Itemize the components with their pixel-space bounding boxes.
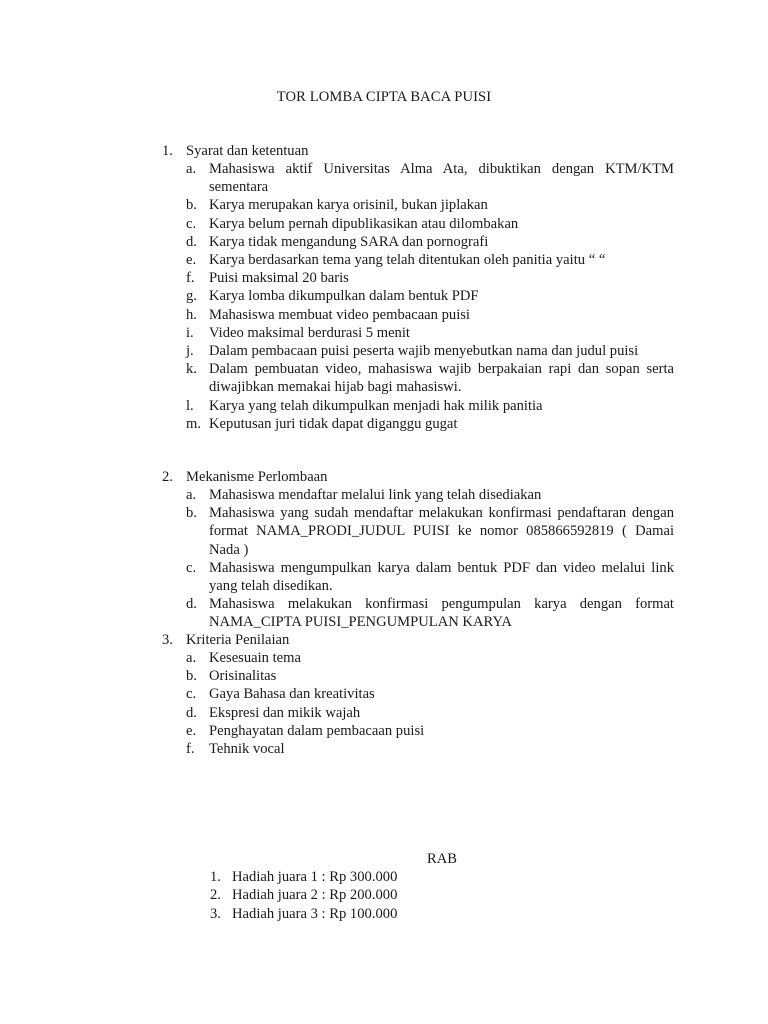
- item-text: Puisi maksimal 20 baris: [209, 270, 349, 287]
- list-item: [162, 251, 674, 269]
- list-item: [162, 504, 674, 559]
- item-marker: i.: [186, 324, 194, 341]
- item-text: Hadiah juara 3 : Rp 100.000: [232, 905, 398, 922]
- list-item: [162, 287, 674, 305]
- list-item: [162, 269, 674, 287]
- item-marker: c.: [186, 686, 197, 703]
- list-item: [162, 215, 674, 233]
- item-marker: b.: [186, 197, 197, 214]
- item-marker: d.: [186, 704, 197, 721]
- item-marker: c.: [186, 215, 197, 232]
- list-item: [162, 196, 674, 214]
- document-title: TOR LOMBA CIPTA BACA PUISI: [276, 89, 492, 105]
- item-text: Ekspresi dan mikik wajah: [209, 704, 361, 721]
- item-marker: a.: [186, 650, 197, 666]
- item-text: Karya tidak mengandung SARA dan pornografi: [209, 233, 489, 250]
- item-marker: m.: [186, 415, 201, 432]
- section-mekanisme-perlombaan: [162, 468, 674, 632]
- item-marker: d.: [186, 596, 197, 613]
- item-text: Karya lomba dikumpulkan dalam bentuk PDF: [209, 288, 479, 305]
- item-text: Karya yang telah dikumpulkan menjadi hak milik panitia: [209, 397, 543, 414]
- item-marker: 1.: [210, 869, 221, 885]
- item-text: Mahasiswa mengumpulkan karya dalam bentuk PDF dan video melalui link yang telah disedikan.: [209, 559, 674, 595]
- section-number: 1.: [162, 143, 173, 159]
- item-marker: j.: [186, 343, 194, 360]
- item-text: Mahasiswa membuat video pembacaan puisi: [209, 306, 470, 323]
- item-text: Karya berdasarkan tema yang telah ditentukan oleh panitia yaitu “ “: [209, 252, 606, 269]
- item-text: Gaya Bahasa dan kreativitas: [209, 686, 375, 703]
- list-item: [162, 324, 674, 342]
- item-marker: b.: [186, 505, 197, 522]
- item-marker: 3.: [210, 905, 221, 922]
- list-item: [162, 397, 674, 415]
- item-marker: e.: [186, 252, 197, 269]
- item-marker: d.: [186, 233, 197, 250]
- section-heading: [162, 468, 674, 486]
- rab-item: [210, 868, 510, 886]
- item-text: Karya belum pernah dipublikasikan atau dilombakan: [209, 215, 519, 232]
- item-marker: b.: [186, 668, 197, 685]
- item-text: Mahasiswa melakukan konfirmasi pengumpulan karya dengan format NAMA_CIPTA PUISI_PENGUMPULAN KARYA: [209, 596, 674, 631]
- item-text: Penghayatan dalam pembacaan puisi: [209, 722, 425, 739]
- section-number: 3.: [162, 632, 173, 648]
- list-item: [162, 486, 674, 504]
- section-heading: [162, 631, 674, 649]
- section-heading-text: Kriteria Penilaian: [186, 632, 290, 648]
- section-items: [162, 486, 674, 632]
- section-items: [162, 160, 674, 433]
- item-marker: g.: [186, 288, 197, 305]
- item-marker: e.: [186, 722, 197, 739]
- item-text: Hadiah juara 1 : Rp 300.000: [232, 869, 398, 885]
- section-number: 2.: [162, 469, 173, 485]
- item-text: Hadiah juara 2 : Rp 200.000: [232, 887, 398, 904]
- rab-list: [210, 868, 510, 923]
- list-item: [162, 704, 674, 722]
- list-item: [162, 649, 674, 667]
- list-item: [162, 342, 674, 360]
- section-items: [162, 649, 674, 758]
- list-item: [162, 722, 674, 740]
- section-syarat-ketentuan: [162, 142, 674, 433]
- item-text: Keputusan juri tidak dapat diganggu gugat: [209, 415, 458, 432]
- item-text: Dalam pembuatan video, mahasiswa wajib berpakaian rapi dan sopan serta diwajibkan memakai hijab bagi mahasiswi.: [209, 361, 674, 396]
- list-item: [162, 740, 674, 758]
- item-text: Video maksimal berdurasi 5 menit: [209, 324, 410, 341]
- section-heading: [162, 142, 674, 160]
- item-text: Mahasiswa aktif Universitas Alma Ata, dibuktikan dengan KTM/KTM sementara: [209, 161, 674, 196]
- item-marker: a.: [186, 161, 197, 177]
- section-heading-text: Syarat dan ketentuan: [186, 143, 309, 159]
- item-marker: h.: [186, 306, 197, 323]
- item-marker: l.: [186, 397, 194, 414]
- item-text: Karya merupakan karya orisinil, bukan jiplakan: [209, 197, 488, 214]
- item-marker: a.: [186, 487, 197, 503]
- item-marker: c.: [186, 559, 197, 576]
- list-item: [162, 306, 674, 324]
- list-item: [162, 559, 674, 595]
- list-item: [162, 360, 674, 396]
- list-item: [162, 233, 674, 251]
- item-marker: 2.: [210, 887, 221, 904]
- item-text: Dalam pembacaan puisi peserta wajib menyebutkan nama dan judul puisi: [209, 343, 639, 360]
- rab-item: [210, 905, 510, 923]
- list-item: [162, 595, 674, 631]
- item-marker: k.: [186, 361, 197, 378]
- list-item: [162, 667, 674, 685]
- rab-title: RAB: [426, 851, 457, 867]
- item-marker: f.: [186, 270, 195, 287]
- item-text: Orisinalitas: [209, 668, 277, 685]
- item-marker: f.: [186, 741, 195, 758]
- item-text: Tehnik vocal: [209, 741, 285, 758]
- item-text: Mahasiswa mendaftar melalui link yang telah disediakan: [209, 487, 542, 503]
- list-item: [162, 415, 674, 433]
- item-text: Kesesuain tema: [209, 650, 301, 666]
- list-item: [162, 160, 674, 196]
- rab-item: [210, 886, 510, 904]
- section-heading-text: Mekanisme Perlombaan: [186, 469, 328, 485]
- list-item: [162, 685, 674, 703]
- item-text: Mahasiswa yang sudah mendaftar melakukan konfirmasi pendaftaran dengan format NAMA_PRODI_JUDUL PUISI ke nomor 085866592819 ( Damai Nada ): [209, 505, 674, 558]
- section-kriteria-penilaian: [162, 631, 674, 758]
